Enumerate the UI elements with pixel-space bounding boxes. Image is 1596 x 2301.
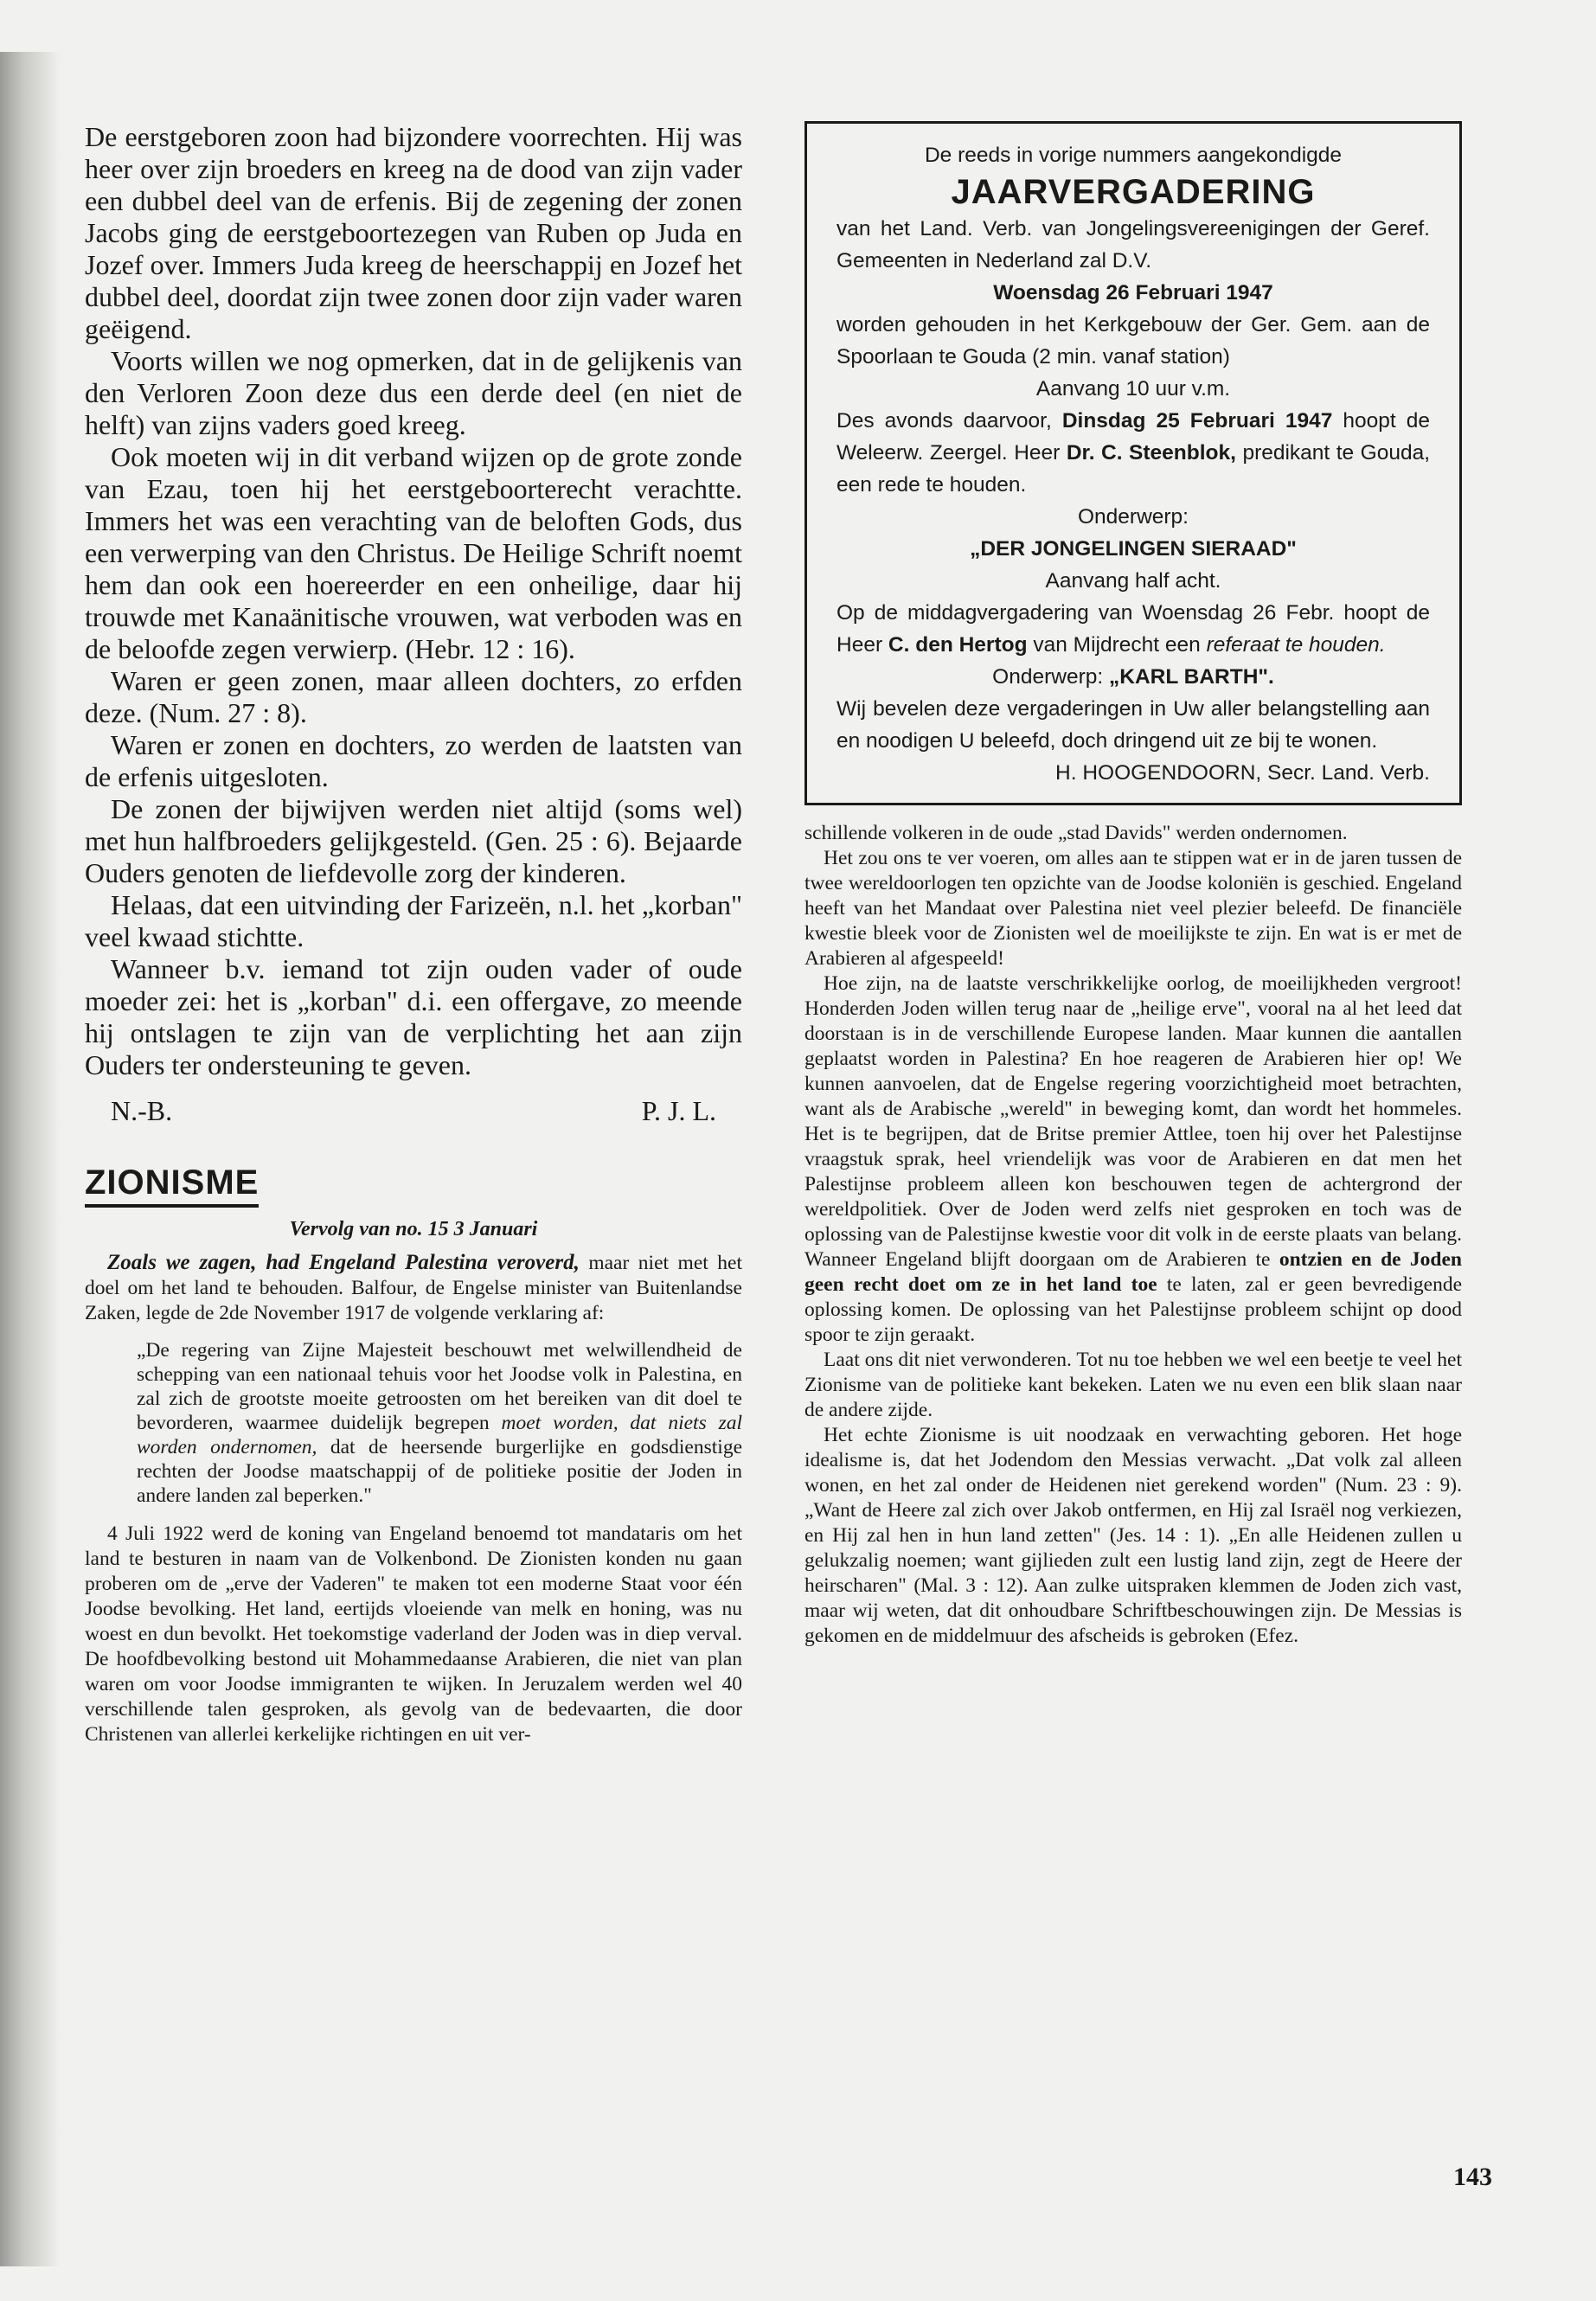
- page-edge-shadow: [0, 52, 61, 2266]
- notice-title: JAARVERGADERING: [951, 173, 1316, 211]
- notice-line: worden gehouden in het Kerkgebouw der Ger. Gem. aan de Spoorlaan te Gouda (2 min. vanaf station): [836, 313, 1430, 369]
- evening-mid: hoopt de Weleerw. Zeergel. Heer: [836, 409, 1431, 465]
- article-paragraph: Waren er zonen en dochters, zo werden de laatsten van de erfenis uitgesloten.: [85, 729, 742, 792]
- section-subtitle: Vervolg van no. 15 3 Januari: [289, 1218, 538, 1240]
- speaker-1: Dr. C. Steenblok,: [1066, 441, 1236, 465]
- evening-post: predikant te Gouda, een rede te houden.: [836, 441, 1431, 497]
- article-paragraph: Wanneer b.v. iemand tot zijn ouden vader of oude moeder zei: het is „korban" d.i. een offergave, zo meende hij ontslagen te zijn van de verplichting het aan zijn Ouders ter ondersteuning te geven.: [85, 953, 742, 1080]
- article-signature: [111, 1095, 716, 1127]
- quote-italic: moet worden, dat niets zal worden ondernomen,: [137, 1412, 743, 1458]
- article-paragraph: De zonen der bijwijven werden niet altijd (soms wel) met hun halfbroeders gelijkgesteld. (Gen. 25 : 6). Bejaarde Ouders genoten de liefdevolle zorg der kinderen.: [85, 793, 742, 888]
- zionisme-article: [85, 1250, 742, 1747]
- subject-2: „KARL BARTH".: [1109, 665, 1274, 689]
- notice-date: Woensdag 26 Februari 1947: [993, 281, 1273, 304]
- intro-rest: maar niet met het doel om het land te behouden. Balfour, de Engelse minister van Buitenlandse Zaken, legde de 2de November 1917 de volgende verklaring af:: [85, 1252, 743, 1324]
- subject-1: „DER JONGELINGEN SIERAAD": [970, 537, 1297, 561]
- article-paragraph: Het zou ons te ver voeren, om alles aan te stippen wat er in de jaren tussen de twee wereldoorlogen ten opzichte van de Joodse koloniën is geschied. Engeland heeft van het Mandaat over Palestina niet veel plezier beleefd. De financiële kwestie bleek voor de Zionisten wel de moeilijkste te zijn. En wat is er met de Arabieren al afgespeeld!: [804, 847, 1462, 970]
- afternoon-italic: referaat te houden.: [1206, 633, 1386, 657]
- subject-label-2: Onderwerp:: [992, 665, 1104, 689]
- balfour-quote: [137, 1338, 742, 1508]
- article-paragraph: Het echte Zionisme is uit noodzaak en verwachting geboren. Het hoge idealisme is, dat het Jodendom den Messias verwacht. „Dat volk zal alleen wonen, en het zal onder de Heidenen niet gerekend worden" (Num. 23 : 9). „Want de Heere zal zich over Jakob ontfermen, en Hij zal Israël nog verkiezen, en Hij zal hen in hun land zetten" (Jes. 14 : 1). „En alle Heidenen zullen u gelukzalig noemen; want gijlieden zult een lustig land zijn, zegt de Heere der heirscharen" (Mal. 3 : 12). Aan zulke uitspraken klemmen de Joden zich vast, maar wij weten, dat dit onhoudbare Schriftbeschouwingen zijn. De Messias is gekomen en de middelmuur des afscheids is gebroken (Efez.: [804, 1424, 1462, 1647]
- evening-date: Dinsdag 25 Februari 1947: [1061, 409, 1333, 433]
- notice-line: De reeds in vorige nummers aangekondigde: [924, 144, 1343, 167]
- article-paragraph: [804, 971, 1462, 1348]
- article-paragraph: Voorts willen we nog opmerken, dat in de gelijkenis van den Verloren Zoon deze dus een derde deel (en niet de helft) van zijns vaders goed kreeg.: [85, 345, 742, 440]
- notice-closing: Wij bevelen deze vergaderingen in Uw aller belangstelling aan en noodigen U beleefd, doch dringend uit ze bij te wonen.: [836, 697, 1430, 753]
- afternoon-pre: Op de middagvergadering van Woensdag 26 Febr. hoopt de Heer: [836, 601, 1430, 657]
- article-paragraph: 4 Juli 1922 werd de koning van Engeland benoemd tot mandataris om het land te besturen in naam van de Volkenbond. De Zionisten konden nu gaan proberen om de „erve der Vaderen" te maken tot een moderne Staat voor één Joodse bevolking. Het land, eertijds vloeiende van melk en honing, was nu woest en dun bevolkt. Het toekomstige vaderland der Joden was in diep verval. De hoofdbevolking bestond uit Mohammedaanse Arabieren, die niet van plan waren om voor Joodse immigranten te wijken. In Jeruzalem werden wel 40 verschillende talen gesproken, als gevolg van de bedevaarten, die door Christenen van allerlei kerkelijke richtingen en uit ver-: [85, 1522, 742, 1746]
- notice-start-time: Aanvang 10 uur v.m.: [1035, 377, 1231, 401]
- article-paragraph: Laat ons dit niet verwonderen. Tot nu toe hebben we wel een beetje te veel het Zionisme van de politieke kant bekeken. Laten we nu even een blik slaan naar de andere zijde.: [804, 1349, 1462, 1421]
- intro-lead: Zoals we zagen, had Engeland Palestina veroverd,: [107, 1251, 580, 1274]
- evening-pre: Des avonds daarvoor,: [836, 409, 1052, 433]
- article-paragraph: schillende volkeren in de oude „stad Davids" werden ondernomen.: [804, 822, 1348, 844]
- meeting-announcement-box: [804, 121, 1462, 805]
- subject-label: Onderwerp:: [1077, 505, 1189, 529]
- notice-start-time-2: Aanvang half acht.: [1045, 569, 1221, 593]
- signature-right: P. J. L.: [641, 1095, 716, 1126]
- right-column: [804, 121, 1462, 1649]
- page-number: 143: [1453, 2163, 1492, 2191]
- speaker-2: C. den Hertog: [888, 633, 1028, 657]
- notice-afternoon: [836, 597, 1430, 661]
- notice-signer: H. HOOGENDOORN, Secr. Land. Verb.: [1055, 761, 1430, 785]
- intro-paragraph: [85, 1250, 742, 1326]
- section-title: ZIONISME: [85, 1163, 259, 1208]
- article-paragraph: Ook moeten wij in dit verband wijzen op de grote zonde van Ezau, toen hij het eerstgeboorterecht verachtte. Immers het was een verachting van de beloften Gods, dus een verwerping van den Christus. De Heilige Schrift noemt hem dan ook een hoereerder en een onheilige, daar hij trouwde met Kanaänitische vrouwen, wat verboden was en de beloofde zegen verwierp. (Hebr. 12 : 16).: [85, 441, 742, 664]
- quote-part-2: dat de heersende burgerlijke en godsdienstige rechten der Joodse maatschappij of de politieke positie der Joden in andere landen zal beperken.": [137, 1436, 742, 1507]
- paragraph-emphasis: ontzien en de Joden geen recht doet om ze in het land toe: [804, 1248, 1463, 1296]
- birthright-article: [85, 121, 742, 1127]
- quote-part-1: „De regering van Zijne Majesteit beschouwt met welwillendheid de schepping van een nationaal tehuis voor het Joodse volk in Palestina, en zal zich de grootste moeite getroosten om het bereiken van dit doel te bevorderen, waarmee duidelijk begrepen: [137, 1339, 742, 1434]
- article-paragraph: Helaas, dat een uitvinding der Farizeën, n.l. het „korban" veel kwaad stichtte.: [85, 889, 742, 952]
- paragraph-part: Hoe zijn, na de laatste verschrikkelijke oorlog, de moeilijkheden vergroot! Honderden Joden willen terug naar de „heilige erve", vooral na al het leed dat doorstaan is in de verschillende Europese landen. Maar kunnen die aantallen geplaatst worden in Palestina? En hoe reageren de Arabieren hier op! We kunnen aanvoelen, dat de Engelse regering voorzichtigheid moet betrachten, want als de Arabische „wereld" in beweging komt, dan wordt het hommeles. Het is te begrijpen, dat de Britse premier Attlee, toen hij over het Palestijnse vraagstuk sprak, heel vriendelijk was voor de Arabieren en dat men het Palestijnse probleem alleen kon beschouwen tegen de achtergrond der wereldpolitiek. Over de Joden werd zelfs niet gesproken en toch was de oplossing van de Palestijnse kwestie voor dit volk in de eerste plaats van belang. Wanneer Engeland blijft doorgaan om de Arabieren te: [804, 972, 1462, 1271]
- notice-evening: [836, 405, 1430, 501]
- afternoon-mid: van Mijdrecht een: [1033, 633, 1201, 657]
- zionisme-continuation: [804, 821, 1462, 1649]
- signature-left: N.-B.: [111, 1095, 173, 1126]
- left-column: [85, 121, 742, 1747]
- notice-line: van het Land. Verb. van Jongelingsvereenigingen der Geref. Gemeenten in Nederland zal D.V.: [836, 217, 1430, 272]
- article-paragraph: De eerstgeboren zoon had bijzondere voorrechten. Hij was heer over zijn broeders en kreeg na de dood van zijn vader een dubbel deel van de erfenis. Bij de zegening der zonen Jacobs ging de eerstgeboortezegen van Ruben op Juda en Jozef over. Immers Juda kreeg de heerschappij en Jozef het dubbel deel, doordat zijn twee zonen door zijn vader waren geëigend.: [85, 121, 742, 344]
- paragraph-part: te laten, zal er geen bevredigende oplossing komen. De oplossing van het Palestijnse probleem schijnt op dood spoor te zijn geraakt.: [804, 1273, 1462, 1346]
- article-paragraph: Waren er geen zonen, maar alleen dochters, zo erfden deze. (Num. 27 : 8).: [85, 665, 742, 728]
- notice-subject-2-line: [836, 661, 1430, 693]
